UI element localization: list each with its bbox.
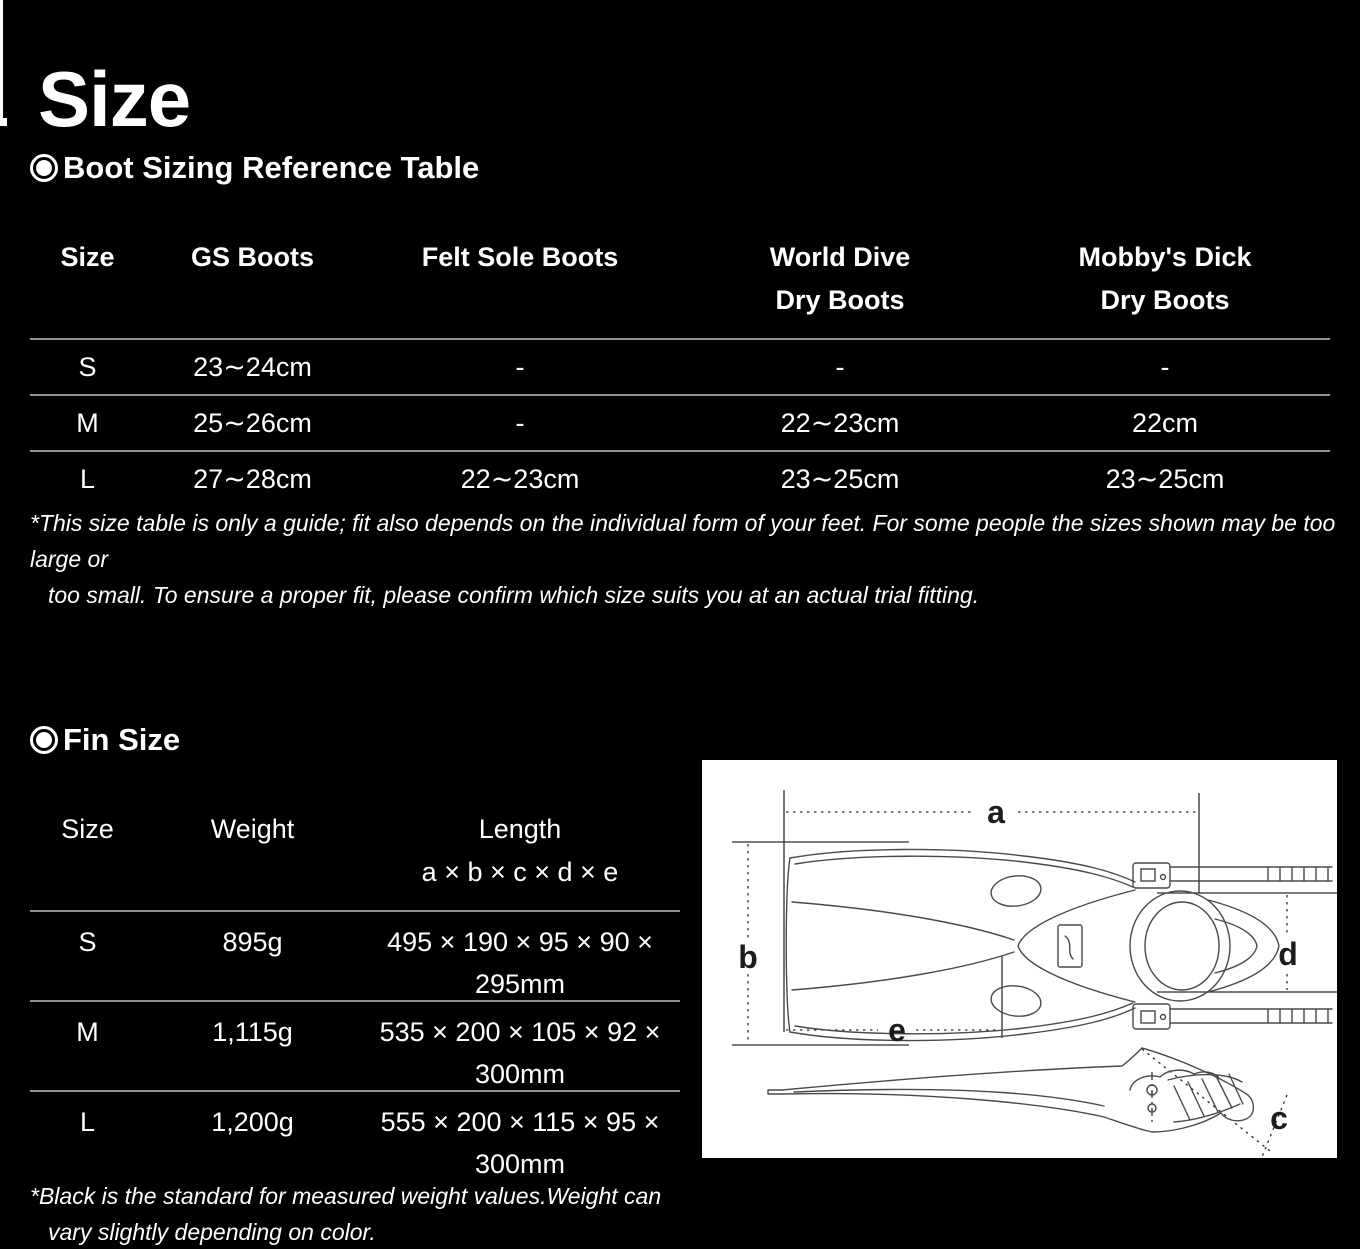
- cell-mobbys-dick: -: [1160, 351, 1170, 382]
- boot-header-mobbys-dick-dry-boots: Mobby's Dick Dry Boots: [1078, 242, 1252, 315]
- fin-size-table: [30, 800, 680, 1180]
- boot-header-world-dive-dry-boots: World Dive Dry Boots: [769, 242, 911, 315]
- section-bullet-icon: [30, 726, 58, 754]
- cell-world-dive: -: [835, 351, 845, 382]
- cell-gs-boots: 27∼28cm: [193, 463, 312, 494]
- cell-weight: 1,200g: [211, 1107, 294, 1137]
- left-edge-mark: [0, 0, 3, 120]
- table-row: [30, 1000, 680, 1090]
- fin-header-length: Length a × b × c × d × e: [421, 814, 619, 887]
- fin-table-note: [30, 1178, 661, 1249]
- fin-section-heading: [30, 722, 180, 758]
- boot-header-felt-sole-boots: Felt Sole Boots: [421, 242, 619, 272]
- dimension-a-label: a: [987, 794, 1005, 830]
- cell-size: M: [76, 407, 99, 438]
- cell-length: 555 × 200 × 115 × 95 × 300mm: [380, 1107, 660, 1179]
- fin-section-heading-label: Fin Size: [63, 722, 181, 757]
- boot-header-gs-boots: GS Boots: [190, 242, 314, 272]
- fin-header-weight: Weight: [210, 814, 295, 844]
- cell-weight: 895g: [222, 927, 283, 957]
- table-row: [30, 450, 1330, 506]
- dimension-b-label: b: [738, 939, 758, 975]
- cell-felt-sole-boots: -: [515, 407, 525, 438]
- cell-length: 495 × 190 × 95 × 90 × 295mm: [387, 927, 653, 999]
- fin-table-header-row: [30, 800, 680, 910]
- cell-felt-sole-boots: 22∼23cm: [460, 463, 580, 494]
- boot-table-note: [30, 505, 1360, 613]
- boot-header-size: Size: [60, 242, 115, 272]
- cell-size: S: [78, 927, 97, 957]
- fin-header-size: Size: [61, 814, 114, 844]
- boot-size-table: [30, 228, 1330, 506]
- boot-section-heading: [30, 150, 479, 186]
- fin-side-view: [768, 1048, 1253, 1132]
- cell-weight: 1,115g: [212, 1017, 293, 1047]
- cell-size: M: [76, 1017, 99, 1047]
- cell-length: 535 × 200 × 105 × 92 × 300mm: [379, 1017, 661, 1089]
- cell-world-dive: 22∼23cm: [780, 407, 900, 438]
- fin-top-view: [786, 849, 1332, 1040]
- cell-mobbys-dick: 22cm: [1131, 407, 1199, 438]
- table-row: [30, 910, 680, 1000]
- fin-diagram-svg: [702, 760, 1337, 1158]
- cell-gs-boots: 25∼26cm: [193, 407, 312, 438]
- fin-note-line2: vary slightly depending on color.: [48, 1219, 376, 1245]
- boot-note-line2: too small. To ensure a proper fit, please confirm which size suits you at an actual trial fitting.: [48, 582, 980, 608]
- cell-mobbys-dick: 23∼25cm: [1105, 463, 1225, 494]
- cell-size: L: [79, 463, 96, 494]
- fin-dimension-diagram: [702, 760, 1337, 1158]
- dimension-d-label: d: [1278, 936, 1298, 972]
- left-edge-mark-nub: [0, 118, 7, 126]
- table-row: [30, 1090, 680, 1180]
- page-title: Size: [38, 55, 191, 144]
- boot-note-line1: *This size table is only a guide; fit also depends on the individual form of your feet. For some people the sizes shown may be too large or: [30, 510, 1336, 572]
- fin-note-line1: *Black is the standard for measured weight values.Weight can: [30, 1183, 662, 1209]
- section-bullet-icon: [30, 154, 58, 182]
- cell-gs-boots: 23∼24cm: [193, 351, 312, 382]
- boot-section-heading-label: Boot Sizing Reference Table: [63, 150, 480, 185]
- cell-felt-sole-boots: -: [515, 351, 525, 382]
- cell-world-dive: 23∼25cm: [780, 463, 900, 494]
- dimension-e-label: e: [888, 1012, 906, 1048]
- table-row: [30, 338, 1330, 394]
- dimension-lines: [732, 790, 1337, 1157]
- dimension-labels: [738, 794, 1298, 1136]
- cell-size: L: [79, 1107, 96, 1137]
- table-row: [30, 394, 1330, 450]
- cell-size: S: [78, 351, 97, 382]
- dimension-c-label: c: [1270, 1100, 1288, 1136]
- boot-table-header-row: [30, 228, 1330, 338]
